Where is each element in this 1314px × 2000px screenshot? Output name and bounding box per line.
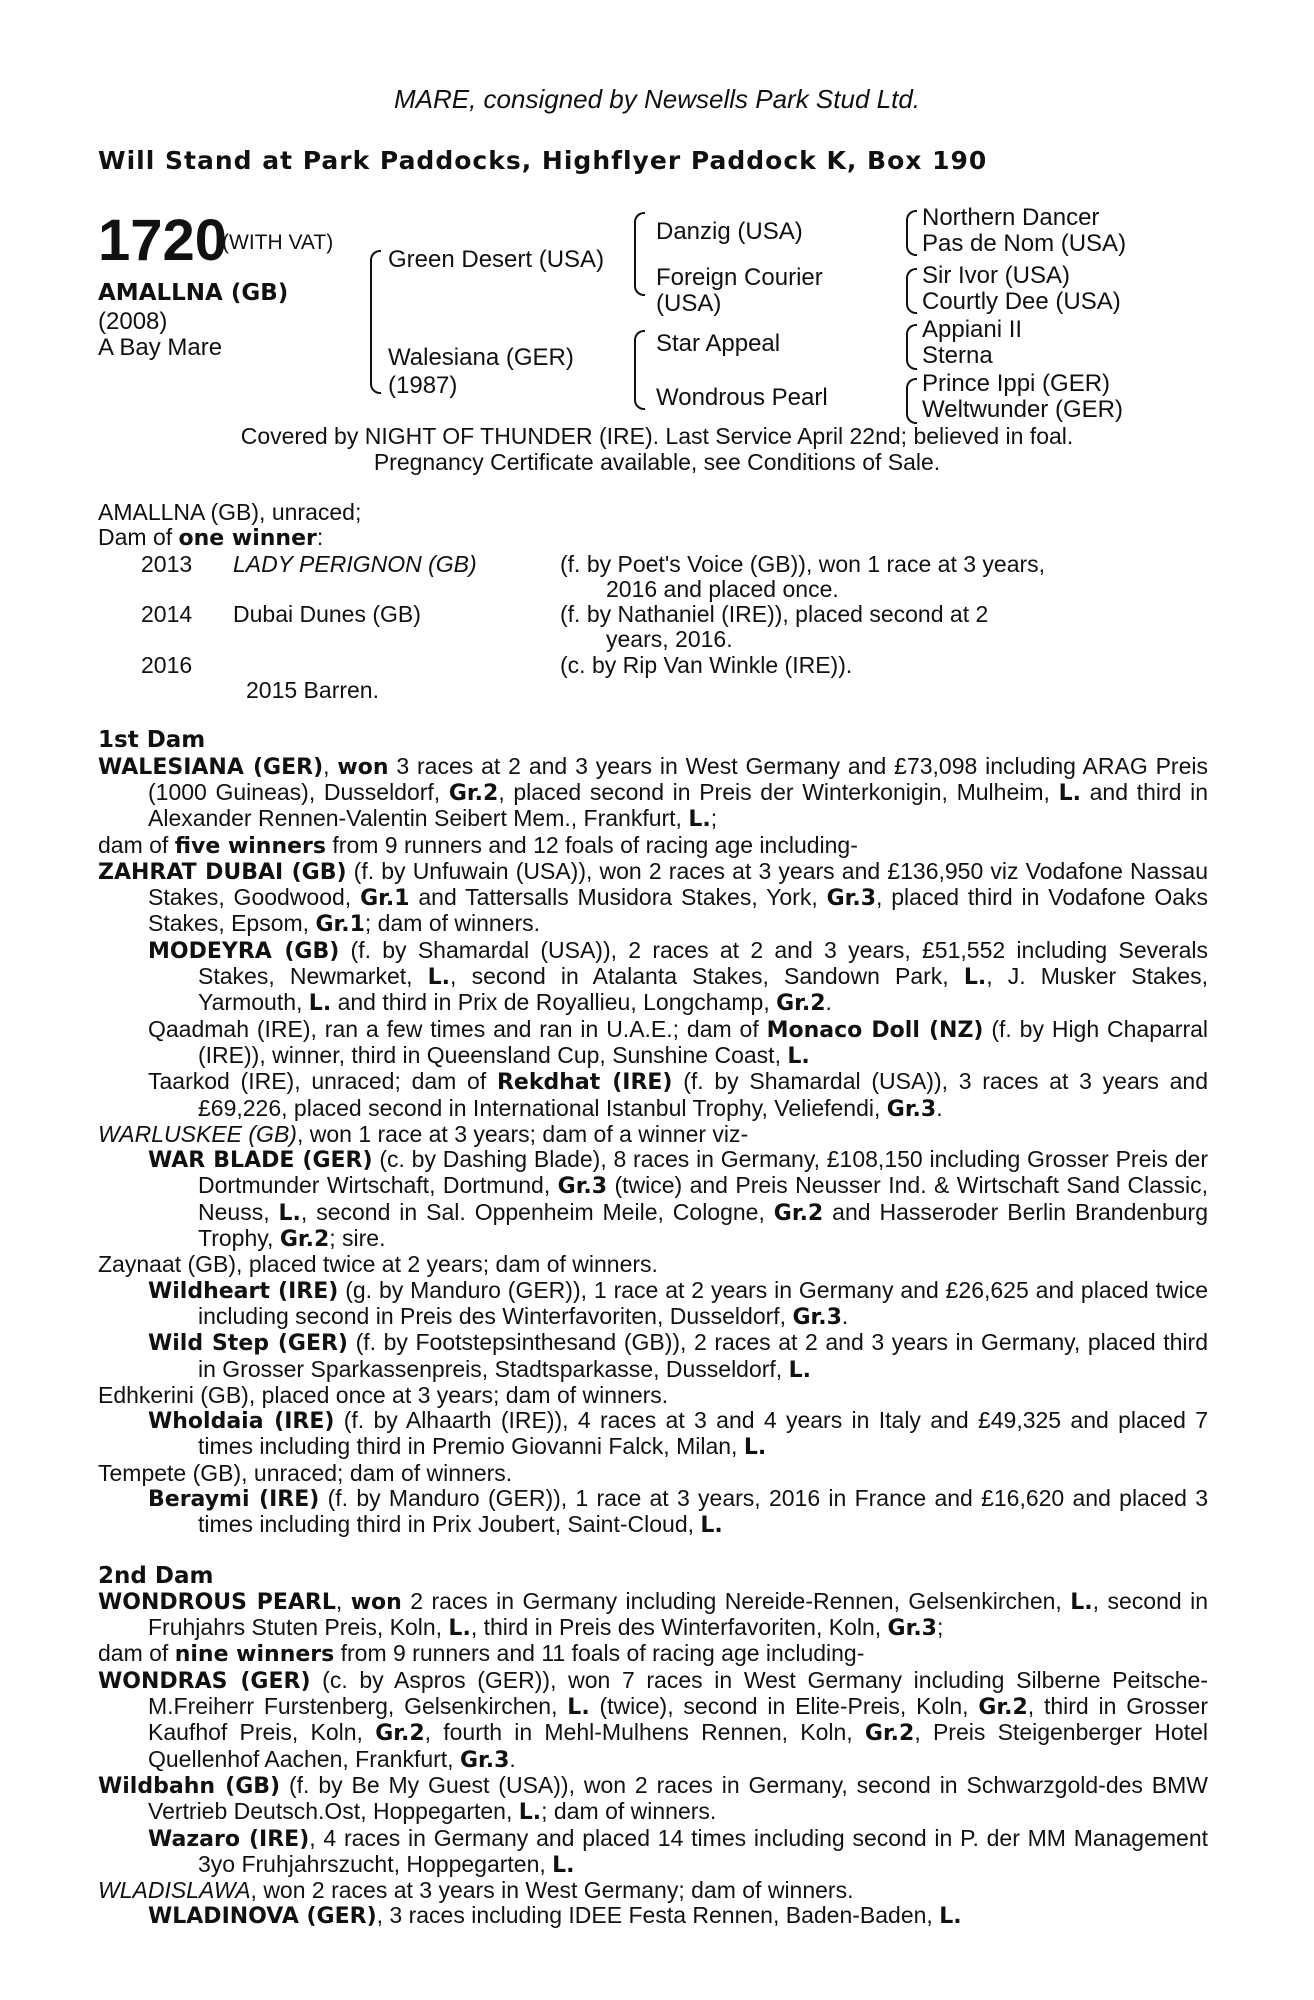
horse-name: AMALLNA (GB)	[98, 280, 289, 306]
sire-parents-brace	[634, 212, 645, 296]
dam-parents-brace	[634, 330, 645, 410]
produce-record	[98, 500, 1208, 1930]
produce-foal: Dubai Dunes (GB)	[233, 601, 421, 628]
pedigree-entry: Wholdaia (IRE) (f. by Alhaarth (IRE)), 4 races at 3 and 4 years in Italy and £49,325 and placed 7 times including third in Premio Giovanni Falck, Milan, L.	[148, 1407, 1208, 1461]
produce-foal	[233, 653, 560, 678]
first-dam-heading: 1st Dam	[98, 727, 206, 754]
covering-note: Covered by NIGHT OF THUNDER (IRE). Last Service April 22nd; believed in foal.	[240, 423, 1074, 449]
pedigree-dsd: Sterna	[922, 342, 993, 369]
pedigree-ddd: Weltwunder (GER)	[922, 396, 1123, 423]
pedigree-sdd: Courtly Dee (USA)	[922, 288, 1121, 315]
produce-year: 2016	[141, 651, 193, 678]
pedigree-sss: Northern Dancer	[922, 204, 1100, 231]
pedigree-entry: Wildbahn (GB) (f. by Be My Guest (USA)), won 2 races in Germany, second in Schwarzgold-des BMW Vertrieb Deutsch.Ost, Hoppegarten, L.; dam of winners.	[98, 1771, 1208, 1826]
pedigree-dds: Prince Ippi (GER)	[922, 370, 1111, 397]
foaling-year: (2008)	[98, 308, 168, 335]
pedigree-entry: WARLUSKEE (GB), won 1 race at 3 years; dam of a winner viz-	[98, 1120, 749, 1147]
pedigree-entry: Wildheart (IRE) (g. by Manduro (GER)), 1 race at 2 years in Germany and £26,625 and placed twice including second in Preis des Winterfavoriten, Dusseldorf, Gr.3.	[148, 1276, 1208, 1330]
horse-description: A Bay Mare	[98, 334, 223, 361]
stand-location: Will Stand at Park Paddocks, Highflyer Paddock K, Box 190	[98, 146, 988, 175]
first-dam-section	[98, 754, 1208, 1539]
second-dam-heading: 2nd Dam	[98, 1562, 214, 1589]
pedigree-entry: WLADISLAWA, won 2 races at 3 years in West Germany; dam of winners.	[98, 1877, 854, 1904]
pedigree-entry: Wazaro (IRE), 4 races in Germany and placed 14 times including second in P. der MM Management 3yo Fruhjahrszucht, Hoppegarten, L.	[148, 1824, 1208, 1878]
produce-detail: (f. by Nathaniel (IRE)), placed second at 2 years, 2016.	[560, 601, 989, 653]
lot-number: 1720	[98, 208, 228, 273]
pedigree-sds: Sir Ivor (USA)	[922, 262, 1071, 289]
pedigree-entry: Wild Step (GER) (f. by Footstepsinthesand (GB)), 2 races at 2 and 3 years in Germany, placed third in Grosser Sparkassenpreis, Stadtsparkasse, Dusseldorf, L.	[148, 1329, 1208, 1383]
pedigree-entry: Taarkod (IRE), unraced; dam of Rekdhat (IRE) (f. by Shamardal (USA)), 3 races at 3 years and £69,226, placed second in International Istanbul Trophy, Veliefendi, Gr.3.	[148, 1068, 1208, 1122]
pedigree-entry: Qaadmah (IRE), ran a few times and ran in U.A.E.; dam of Monaco Doll (NZ) (f. by High Chaparral (IRE)), winner, third in Queensland Cup, Sunshine Coast, L.	[148, 1015, 1209, 1069]
pedigree-ds: Star Appeal	[656, 330, 781, 357]
pedigree-dd: Wondrous Pearl	[656, 384, 828, 411]
pedigree-entry: MODEYRA (GB) (f. by Shamardal (USA)), 2 races at 2 and 3 years, £51,552 including Severals Stakes, Newmarket, L., second in Atalanta Stakes, Sandown Park, L., J. Musker Stakes, Yarmouth, L. and third in Prix de Royallieu, Longchamp, Gr.2.	[148, 936, 1208, 1017]
pedigree-ss: Danzig (USA)	[656, 218, 803, 245]
produce-foal: LADY PERIGNON (GB)	[233, 550, 477, 577]
vat-note: (WITH VAT)	[222, 231, 334, 254]
sire-dam-brace	[370, 250, 381, 394]
produce-table	[98, 552, 1208, 678]
pedigree-entry: WALESIANA (GER), won 3 races at 2 and 3 years in West Germany and £73,098 including ARAG Preis (1000 Guineas), Dusseldorf, Gr.2, placed second in Preis der Winterkonigin, Mulheim, L. and third in Alexander Rennen-Valentin Seibert Mem., Frankfurt, L.;	[98, 752, 1208, 833]
pedigree-entry: Tempete (GB), unraced; dam of winners.	[98, 1459, 513, 1486]
consignment-line: MARE, consigned by Newsells Park Stud Ltd.	[393, 84, 921, 114]
pregnancy-note: Pregnancy Certificate available, see Conditions of Sale.	[373, 449, 941, 475]
pedigree-entry: ZAHRAT DUBAI (GB) (f. by Unfuwain (USA)), won 2 races at 3 years and £136,950 viz Vodafone Nassau Stakes, Goodwood, Gr.1 and Tattersalls Musidora Stakes, York, Gr.3, placed third in Vodafone Oaks Stakes, Epsom, Gr.1; dam of winners.	[98, 857, 1208, 938]
produce-year: 2013	[141, 550, 193, 577]
pedigree-entry: WONDROUS PEARL, won 2 races in Germany including Nereide-Rennen, Gelsenkirchen, L., second in Fruhjahrs Stuten Preis, Koln, L., third in Preis des Winterfavoriten, Koln, Gr.3;	[98, 1587, 1209, 1642]
dam-intro: AMALLNA (GB), unraced;	[98, 499, 362, 525]
pedigree-entry: WLADINOVA (GER), 3 races including IDEE Festa Rennen, Baden-Baden, L.	[148, 1902, 962, 1930]
produce-row	[98, 653, 1208, 678]
pedigree-dss: Appiani II	[922, 316, 1023, 343]
pedigree-entry: WONDRAS (GER) (c. by Aspros (GER)), won 7 races in West Germany including Silberne Peitsche-M.Freiherr Furstenberg, Gelsenkirchen, L. (twice), second in Elite-Preis, Koln, Gr.2, third in Grosser Kaufhof Preis, Koln, Gr.2, fourth in Mehl-Mulhens Rennen, Koln, Gr.2, Preis Steigenberger Hotel Quellenhof Aachen, Frankfurt, Gr.3.	[98, 1666, 1209, 1773]
produce-year: 2014	[141, 601, 193, 628]
gp1-brace	[906, 210, 917, 256]
pedigree-sd-country: (USA)	[656, 290, 722, 317]
gp4-brace	[906, 378, 917, 424]
pedigree-dam: Walesiana (GER)	[388, 344, 574, 371]
pedigree-ssd: Pas de Nom (USA)	[922, 230, 1127, 257]
gp3-brace	[906, 324, 917, 370]
pedigree-entry: Edhkerini (GB), placed once at 3 years; dam of winners.	[98, 1381, 669, 1408]
produce-detail: (c. by Rip Van Winkle (IRE)).	[560, 651, 853, 678]
barren-note: 2015 Barren.	[246, 677, 379, 704]
pedigree-sire: Green Desert (USA)	[388, 246, 605, 273]
gp2-brace	[906, 268, 917, 314]
pedigree-entry: Beraymi (IRE) (f. by Manduro (GER)), 1 race at 3 years, 2016 in France and £16,620 and placed 3 times including third in Prix Joubert, Saint-Cloud, L.	[148, 1484, 1209, 1539]
second-dam-section	[98, 1589, 1208, 1930]
produce-detail: (f. by Poet's Voice (GB)), won 1 race at 3 years, 2016 and placed once.	[560, 550, 1046, 602]
produce-row	[98, 552, 1208, 603]
pedigree-entry: dam of nine winners from 9 runners and 11 foals of racing age including-	[98, 1640, 865, 1668]
pedigree-dam-year: (1987)	[388, 372, 458, 399]
pedigree-entry: dam of five winners from 9 runners and 12 foals of racing age including-	[98, 831, 858, 859]
pedigree-sd: Foreign Courier	[656, 264, 823, 291]
pedigree-entry: WAR BLADE (GER) (c. by Dashing Blade), 8 races in Germany, £108,150 including Grosser Preis der Dortmunder Wirtschaft, Dortmund, Gr.3 (twice) and Preis Neusser Ind. & Wirtschaft Sand Classic, Neuss, L., second in Sal. Oppenheim Meile, Cologne, Gr.2 and Hasseroder Berlin Brandenburg Trophy, Gr.2; sire.	[148, 1146, 1208, 1253]
produce-row	[98, 602, 1208, 653]
dam-of-line: Dam of one winner:	[98, 524, 324, 552]
pedigree-entry: Zaynaat (GB), placed twice at 2 years; dam of winners.	[98, 1251, 658, 1278]
